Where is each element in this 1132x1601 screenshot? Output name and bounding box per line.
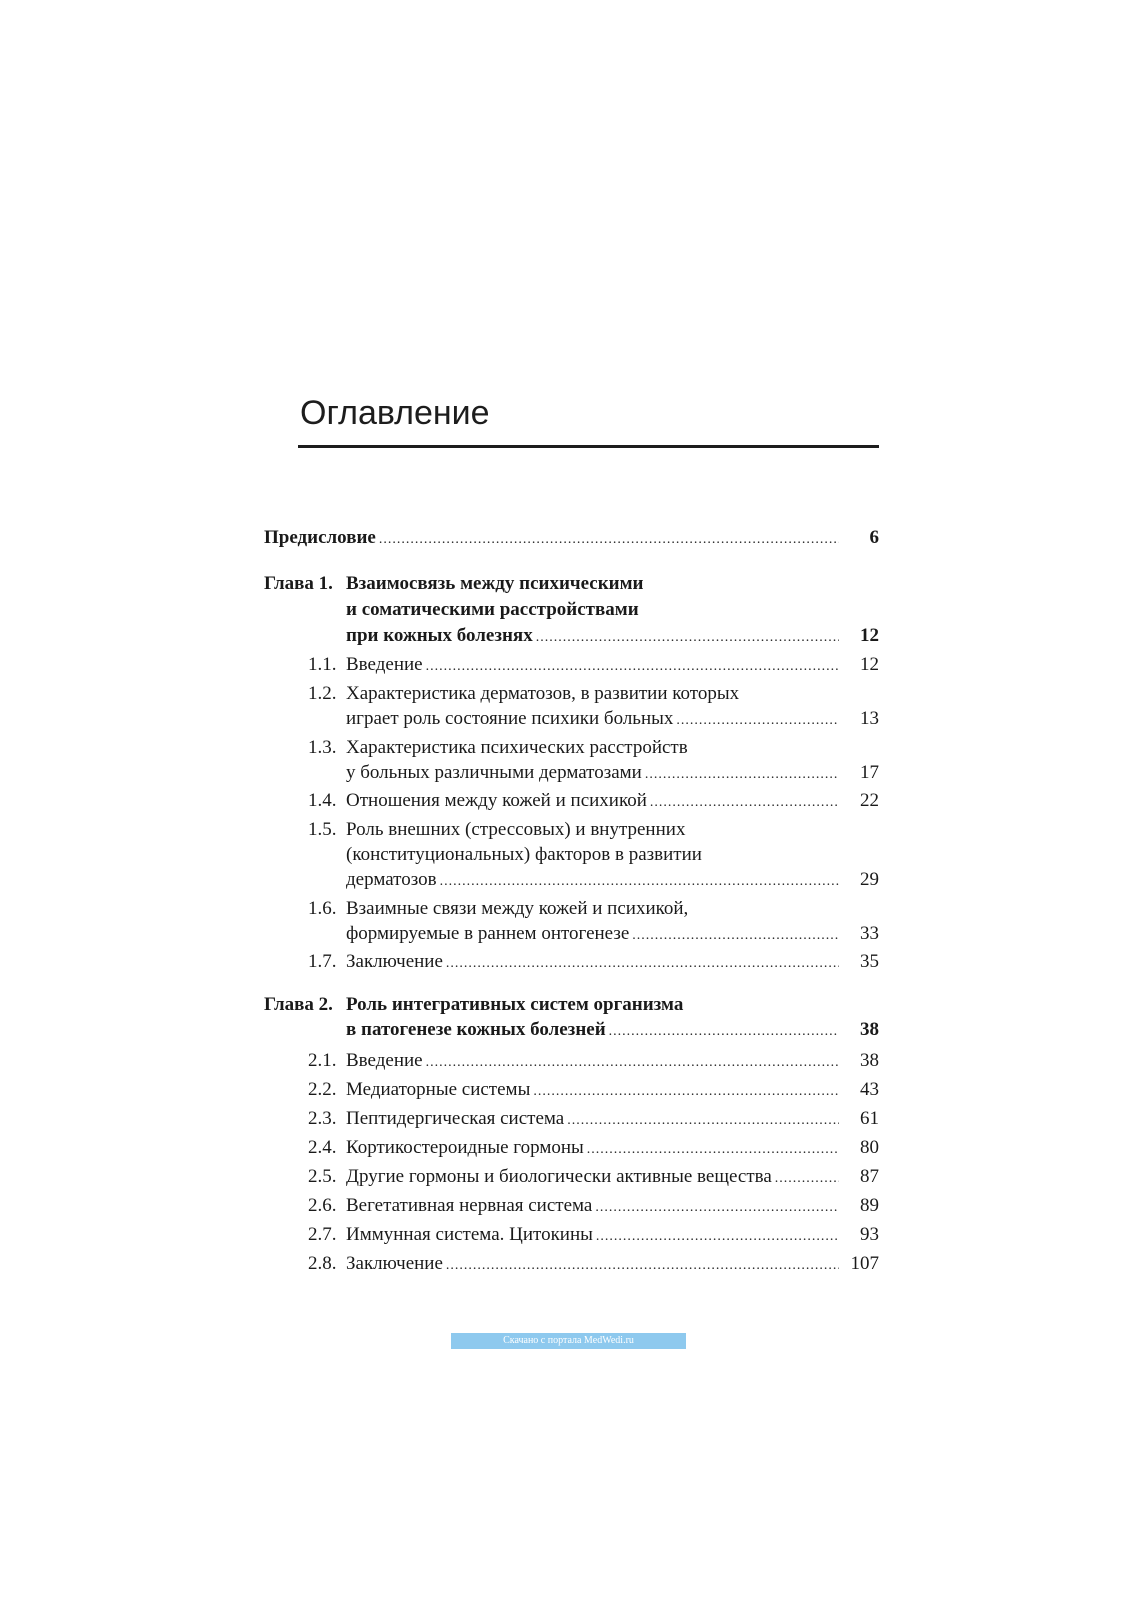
- dot-leader: [775, 1167, 839, 1191]
- section-number: 1.7.: [308, 951, 337, 972]
- dot-leader: [426, 655, 839, 679]
- page-number: 12: [860, 654, 879, 675]
- section-number: 2.4.: [308, 1137, 337, 1158]
- toc-entry-title: в патогенезе кожных болезней: [346, 1019, 606, 1040]
- toc-entry-title: Введение: [346, 1050, 423, 1071]
- toc-entry-2-6: [346, 1194, 879, 1220]
- dot-leader: [587, 1138, 839, 1162]
- page-number: 38: [860, 1019, 879, 1040]
- toc-entry-title: Медиаторные системы: [346, 1079, 531, 1100]
- toc-entry-title: Отношения между кожей и психикой: [346, 790, 647, 811]
- page-number: 35: [860, 951, 879, 972]
- toc-entry-1-4: [346, 789, 879, 815]
- dot-leader: [567, 1109, 839, 1133]
- page-number: 22: [860, 790, 879, 811]
- section-number: 1.3.: [308, 737, 337, 758]
- toc-entry-1-6-line-1: Взаимные связи между кожей и психикой,: [346, 898, 689, 919]
- section-number: 1.6.: [308, 898, 337, 919]
- toc-entry-1-7: [346, 950, 879, 976]
- toc-entry-2-1: [346, 1049, 879, 1075]
- dot-leader: [426, 1051, 839, 1075]
- toc-entry-1-5: [346, 868, 879, 894]
- toc-entry-2-5: [346, 1165, 879, 1191]
- toc-entry-chapter-2: [346, 1018, 879, 1044]
- toc-entry-1-3-line-1: Характеристика психических расстройств: [346, 737, 688, 758]
- page-number: 107: [850, 1253, 879, 1274]
- toc-entry-1-5-line-1: Роль внешних (стрессовых) и внутренних: [346, 819, 686, 840]
- toc-entry-1-1: [346, 653, 879, 679]
- page-title: Оглавление: [300, 394, 490, 432]
- page-number: 29: [860, 869, 879, 890]
- toc-entry-title: Заключение: [346, 1253, 443, 1274]
- watermark-badge: Скачано с портала MedWedi.ru: [451, 1333, 686, 1349]
- dot-leader: [440, 870, 839, 894]
- dot-leader: [533, 1080, 839, 1104]
- toc-entry-2-4: [346, 1136, 879, 1162]
- dot-leader: [650, 791, 839, 815]
- dot-leader: [379, 528, 839, 552]
- dot-leader: [446, 1254, 839, 1278]
- section-number: 2.3.: [308, 1108, 337, 1129]
- toc-entry-1-6: [346, 922, 879, 948]
- toc-entry-title: Предисловие: [264, 527, 376, 548]
- toc-entry-1-2-line-1: Характеристика дерматозов, в развитии которых: [346, 683, 740, 704]
- page-number: 89: [860, 1195, 879, 1216]
- section-number: 1.5.: [308, 819, 337, 840]
- section-number: 1.4.: [308, 790, 337, 811]
- toc-entry-2-7: [346, 1223, 879, 1249]
- dot-leader: [536, 626, 839, 650]
- toc-entry-1-3: [346, 761, 879, 787]
- toc-entry-title: Заключение: [346, 951, 443, 972]
- page-number: 13: [860, 708, 879, 729]
- dot-leader: [676, 709, 839, 733]
- toc-entry-1-2: [346, 707, 879, 733]
- dot-leader: [596, 1225, 839, 1249]
- toc-entry-preface: [264, 526, 879, 552]
- section-number: 2.7.: [308, 1224, 337, 1245]
- dot-leader: [632, 924, 839, 948]
- page-number: 93: [860, 1224, 879, 1245]
- chapter-1-label: Глава 1.: [264, 573, 333, 594]
- chapter-2-title-line-1: Роль интегративных систем организма: [346, 994, 684, 1015]
- section-number: 2.1.: [308, 1050, 337, 1071]
- toc-entry-2-3: [346, 1107, 879, 1133]
- page-number: 17: [860, 762, 879, 783]
- section-number: 2.2.: [308, 1079, 337, 1100]
- toc-entry-title: Иммунная система. Цитокины: [346, 1224, 593, 1245]
- toc-entry-title: формируемые в раннем онтогенезе: [346, 923, 630, 944]
- section-number: 2.8.: [308, 1253, 337, 1274]
- page-number: 61: [860, 1108, 879, 1129]
- page-number: 87: [860, 1166, 879, 1187]
- page-number: 33: [860, 923, 879, 944]
- toc-entry-title: Вегетативная нервная система: [346, 1195, 593, 1216]
- toc-entry-title: при кожных болезнях: [346, 625, 533, 646]
- dot-leader: [609, 1020, 839, 1044]
- section-number: 1.2.: [308, 683, 337, 704]
- page-number: 38: [860, 1050, 879, 1071]
- toc-entry-chapter-1: [346, 624, 879, 650]
- toc-entry-title: Другие гормоны и биологически активные вещества: [346, 1166, 772, 1187]
- dot-leader: [645, 763, 839, 787]
- toc-entry-1-5-line-2: (конституциональных) факторов в развитии: [346, 844, 702, 865]
- page-number: 6: [869, 527, 879, 548]
- toc-entry-title: играет роль состояние психики больных: [346, 708, 674, 729]
- chapter-1-title-line-2: и соматическими расстройствами: [346, 599, 639, 620]
- page-number: 12: [860, 625, 879, 646]
- section-number: 2.6.: [308, 1195, 337, 1216]
- page-number: 80: [860, 1137, 879, 1158]
- page-number: 43: [860, 1079, 879, 1100]
- chapter-1-title-line-1: Взаимосвязь между психическими: [346, 573, 644, 594]
- toc-entry-title: дерматозов: [346, 869, 437, 890]
- toc-entry-title: у больных различными дерматозами: [346, 762, 642, 783]
- chapter-2-label: Глава 2.: [264, 994, 333, 1015]
- toc-entry-title: Введение: [346, 654, 423, 675]
- toc-entry-2-8: [346, 1252, 879, 1278]
- section-number: 1.1.: [308, 654, 337, 675]
- dot-leader: [446, 952, 839, 976]
- section-number: 2.5.: [308, 1166, 337, 1187]
- toc-entry-title: Кортикостероидные гормоны: [346, 1137, 584, 1158]
- toc-entry-2-2: [346, 1078, 879, 1104]
- toc-entry-title: Пептидергическая система: [346, 1108, 565, 1129]
- dot-leader: [595, 1196, 839, 1220]
